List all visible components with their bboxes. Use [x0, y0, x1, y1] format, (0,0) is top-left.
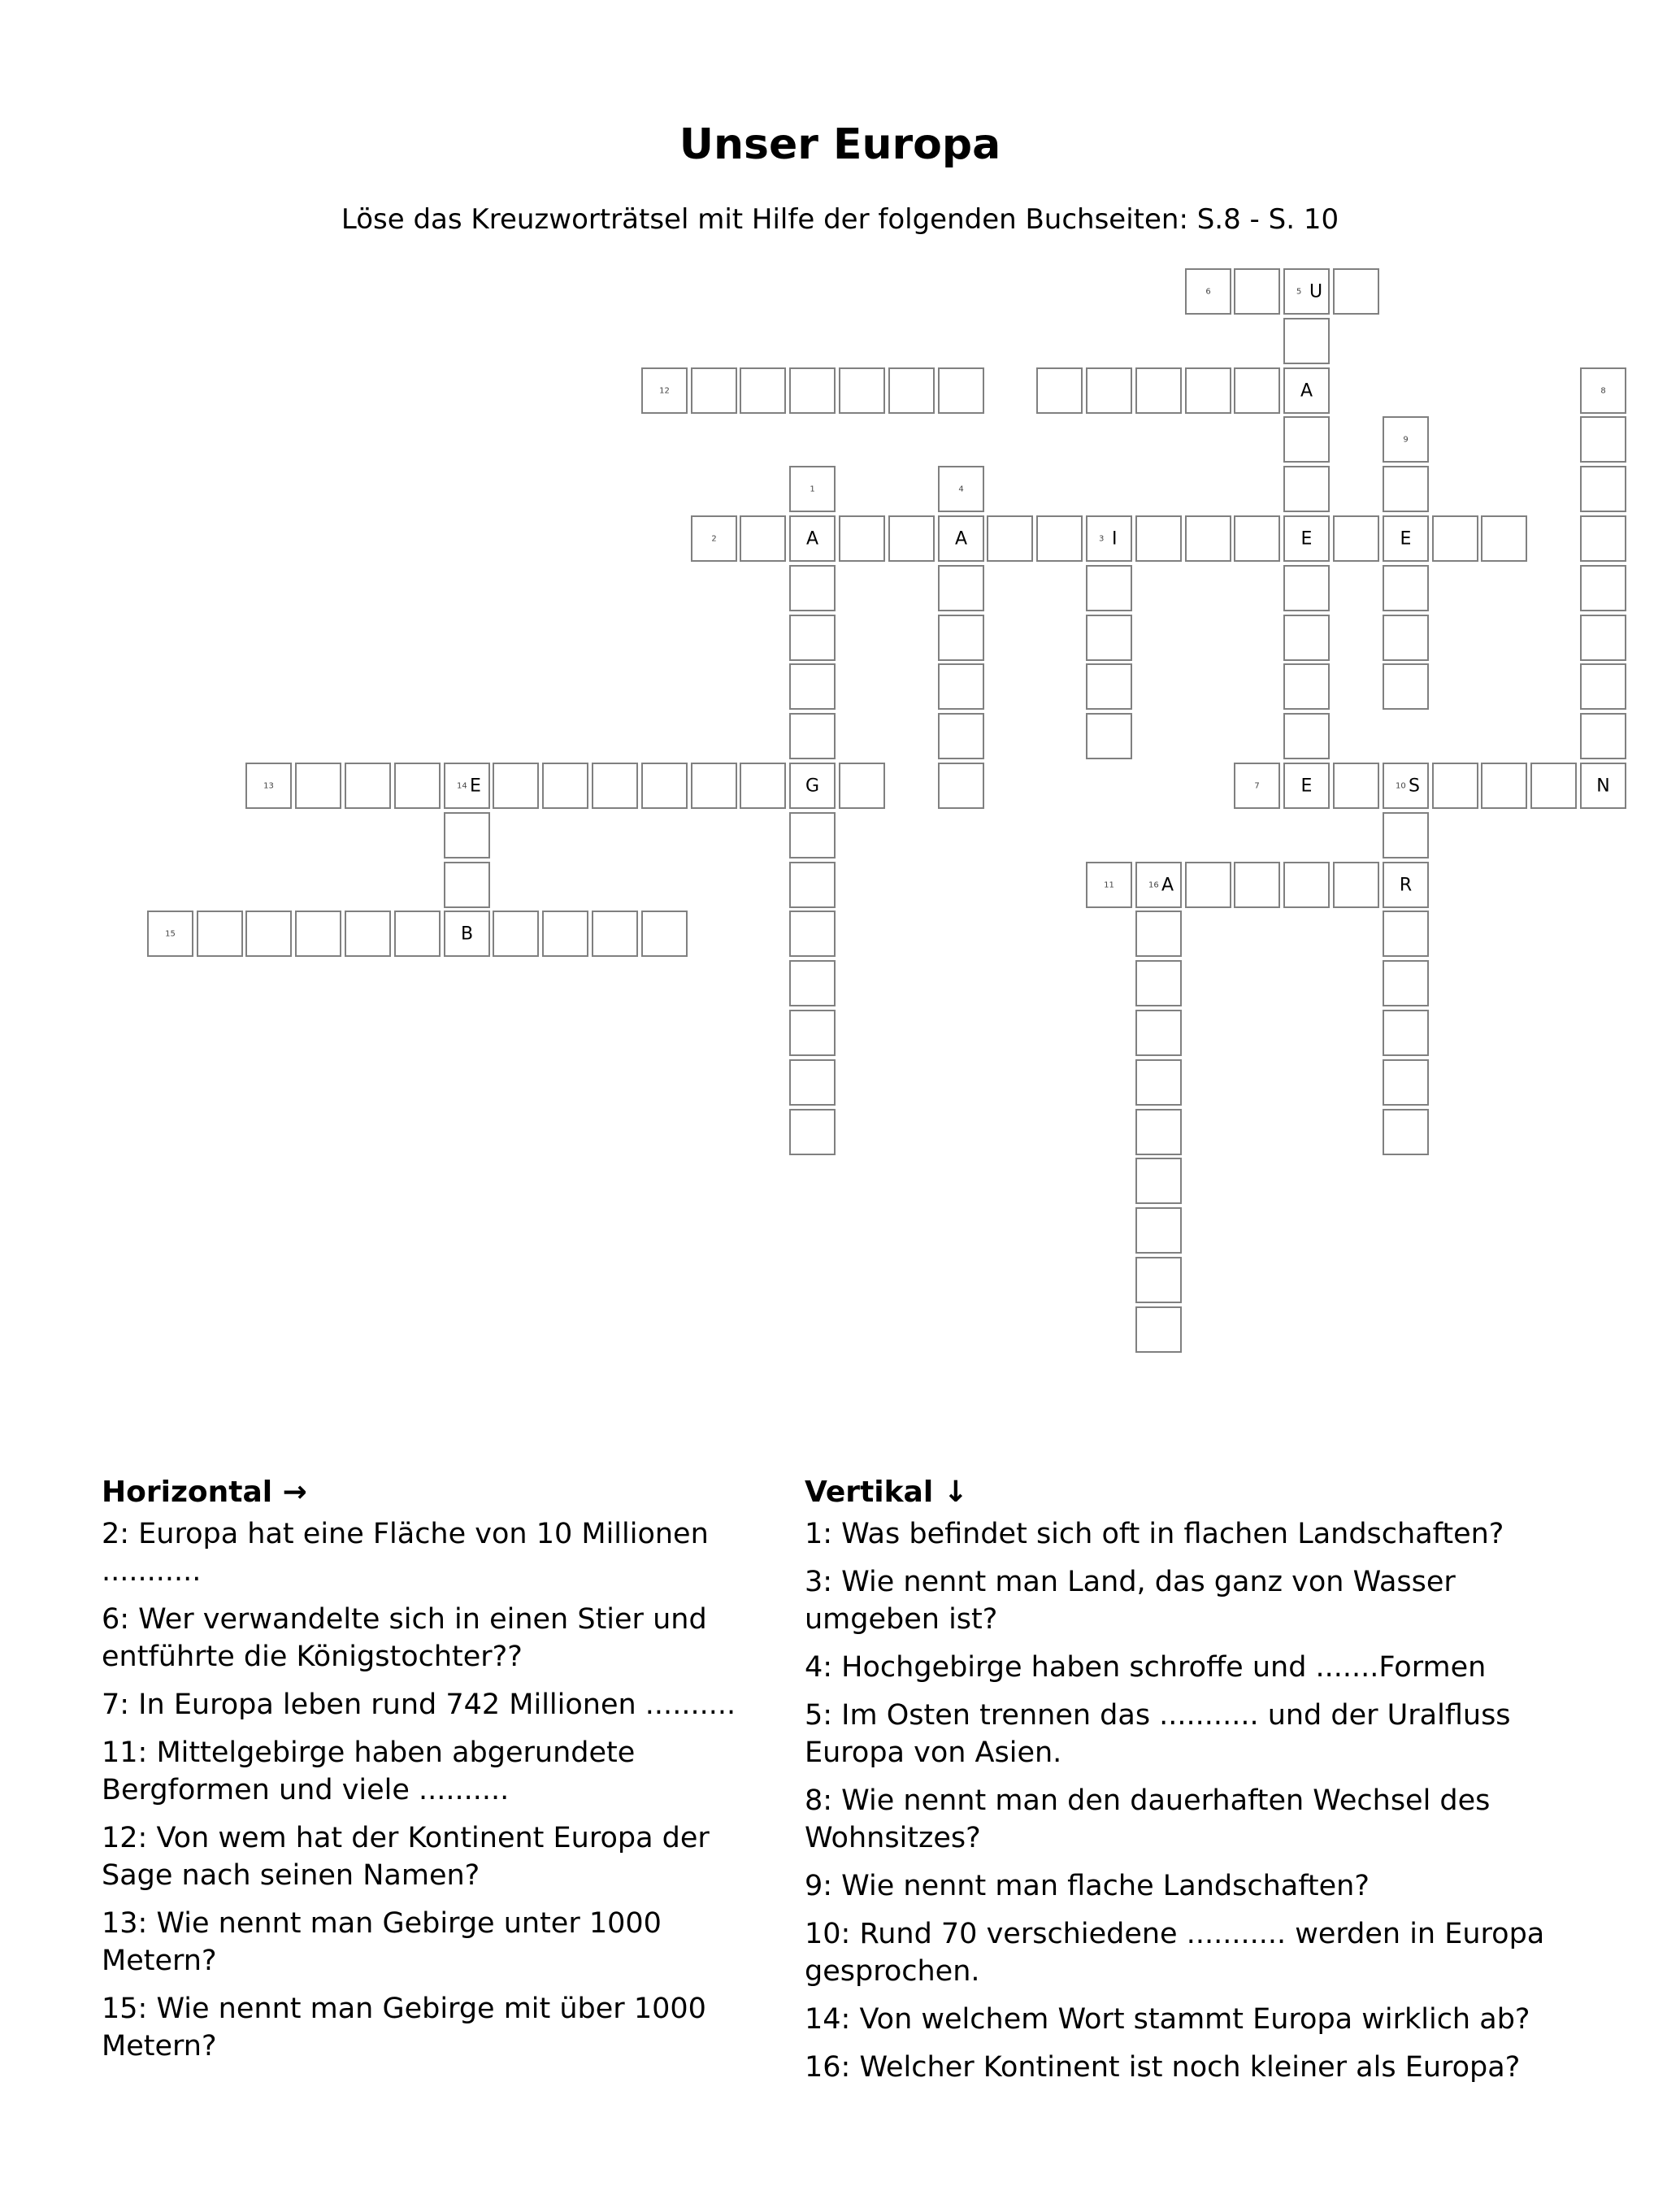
given-letter: G	[805, 776, 820, 796]
crossword-cell[interactable]	[1036, 515, 1083, 562]
given-letter: E	[470, 776, 481, 796]
crossword-cell[interactable]	[1580, 466, 1626, 512]
clue-number: 13	[263, 781, 274, 790]
crossword-cell[interactable]	[1283, 416, 1330, 463]
crossword-cell[interactable]	[1383, 862, 1429, 908]
crossword-cell[interactable]	[1432, 763, 1478, 809]
crossword-cell[interactable]	[295, 763, 341, 809]
crossword-cell[interactable]	[1185, 367, 1231, 414]
crossword-cell[interactable]	[493, 911, 539, 957]
clue-number: 11	[1104, 880, 1114, 889]
clue-horizontal: 13: Wie nennt man Gebirge unter 1000 Metern?	[102, 1907, 662, 1977]
crossword-cell[interactable]	[1383, 615, 1429, 661]
crossword-cell[interactable]	[1086, 367, 1132, 414]
crossword-cell[interactable]	[1086, 663, 1132, 710]
crossword-cell[interactable]	[542, 763, 588, 809]
crossword-cell[interactable]	[1234, 862, 1280, 908]
crossword-cell[interactable]	[740, 515, 786, 562]
clue-number: 10	[1396, 781, 1406, 790]
crossword-cell[interactable]	[1383, 763, 1429, 809]
crossword-cell[interactable]	[789, 911, 836, 957]
crossword-cell[interactable]	[1333, 862, 1379, 908]
crossword-cell[interactable]	[789, 615, 836, 661]
crossword-cell[interactable]	[789, 763, 836, 809]
clue-vertical: 5: Im Osten trennen das ........... und der Uralfluss Europa von Asien.	[805, 1699, 1511, 1769]
crossword-cell[interactable]	[740, 367, 786, 414]
clue-number: 8	[1600, 386, 1606, 395]
crossword-cell[interactable]	[1135, 367, 1182, 414]
crossword-cell[interactable]	[641, 911, 688, 957]
crossword-cell[interactable]	[493, 763, 539, 809]
crossword-cell[interactable]	[1383, 663, 1429, 710]
crossword-cell[interactable]	[1135, 960, 1182, 1006]
crossword-cell[interactable]	[1481, 763, 1527, 809]
crossword-cell[interactable]	[295, 911, 341, 957]
crossword-cell[interactable]	[245, 763, 292, 809]
crossword-cell[interactable]	[1185, 515, 1231, 562]
clue-vertical: 14: Von welchem Wort stammt Europa wirklich ab?	[805, 2003, 1530, 2036]
clue-number: 2	[711, 534, 717, 543]
crossword-cell[interactable]	[1383, 466, 1429, 512]
crossword-cell[interactable]	[1283, 367, 1330, 414]
clue-horizontal: 7: In Europa leben rund 742 Millionen ..........	[102, 1689, 736, 1721]
clue-vertical: 9: Wie nennt man flache Landschaften?	[805, 1870, 1370, 1902]
crossword-cell[interactable]	[1383, 515, 1429, 562]
crossword-cell[interactable]	[1086, 615, 1132, 661]
crossword-cell[interactable]	[641, 367, 688, 414]
crossword-cell[interactable]	[1135, 1257, 1182, 1303]
crossword-cell[interactable]	[444, 862, 490, 908]
given-letter: B	[460, 924, 474, 944]
crossword-cell[interactable]	[938, 663, 984, 710]
crossword-cell[interactable]	[1086, 565, 1132, 611]
crossword-cell[interactable]	[592, 763, 638, 809]
crossword-cell[interactable]	[938, 565, 984, 611]
clue-horizontal: 15: Wie nennt man Gebirge mit über 1000 Metern?	[102, 1993, 706, 2062]
crossword-cell[interactable]	[1580, 615, 1626, 661]
crossword-cell[interactable]	[938, 466, 984, 512]
crossword-cell[interactable]	[1580, 713, 1626, 759]
crossword-cell[interactable]	[691, 515, 737, 562]
crossword-cell[interactable]	[938, 367, 984, 414]
crossword-cell[interactable]	[789, 960, 836, 1006]
crossword-cell[interactable]	[789, 862, 836, 908]
page-title: Unser Europa	[679, 120, 1001, 169]
given-letter: I	[1112, 528, 1118, 549]
crossword-cell[interactable]	[938, 515, 984, 562]
crossword-cell[interactable]	[1283, 565, 1330, 611]
clue-horizontal: 6: Wer verwandelte sich in einen Stier und entführte die Königstochter??	[102, 1603, 707, 1673]
crossword-cell[interactable]	[1283, 515, 1330, 562]
clue-horizontal: 12: Von wem hat der Kontinent Europa der Sage nach seinen Namen?	[102, 1822, 710, 1892]
given-letter: N	[1596, 776, 1610, 796]
given-letter: E	[1300, 776, 1313, 796]
crossword-cell[interactable]	[1383, 911, 1429, 957]
crossword-cell[interactable]	[394, 763, 441, 809]
crossword-cell[interactable]	[1283, 268, 1330, 315]
crossword-cell[interactable]	[1234, 268, 1280, 315]
clue-vertical: 4: Hochgebirge haben schroffe und .......Formen	[805, 1651, 1487, 1684]
crossword-cell[interactable]	[1135, 515, 1182, 562]
crossword-cell[interactable]	[1283, 713, 1330, 759]
given-letter: U	[1309, 281, 1323, 302]
crossword-cell[interactable]	[938, 763, 984, 809]
clue-number: 15	[165, 929, 176, 938]
crossword-cell[interactable]	[1283, 615, 1330, 661]
crossword-cell[interactable]	[345, 763, 391, 809]
clue-number: 7	[1254, 781, 1260, 790]
crossword-cell[interactable]	[1234, 367, 1280, 414]
crossword-cell[interactable]	[1333, 515, 1379, 562]
crossword-cell[interactable]	[888, 515, 935, 562]
crossword-cell[interactable]	[592, 911, 638, 957]
given-letter: E	[1300, 528, 1313, 549]
crossword-cell[interactable]	[789, 466, 836, 512]
clue-number: 16	[1148, 880, 1159, 889]
crossword-cell[interactable]	[691, 763, 737, 809]
crossword-cell[interactable]	[1135, 1109, 1182, 1155]
crossword-cell[interactable]	[789, 663, 836, 710]
clue-number: 14	[457, 781, 467, 790]
crossword-cell[interactable]	[987, 515, 1033, 562]
crossword-cell[interactable]	[1135, 911, 1182, 957]
crossword-cell[interactable]	[1481, 515, 1527, 562]
clue-vertical: 1: Was befindet sich oft in flachen Landschaften?	[805, 1518, 1504, 1550]
crossword-cell[interactable]	[1383, 416, 1429, 463]
crossword-cell[interactable]	[1580, 416, 1626, 463]
crossword-cell[interactable]	[1135, 1207, 1182, 1254]
crossword-cell[interactable]	[789, 1010, 836, 1056]
crossword-cell[interactable]	[345, 911, 391, 957]
crossword-cell[interactable]	[1333, 763, 1379, 809]
crossword-cell[interactable]	[542, 911, 588, 957]
crossword-cell[interactable]	[444, 911, 490, 957]
crossword-cell[interactable]	[740, 763, 786, 809]
given-letter: E	[1400, 528, 1412, 549]
clue-number: 9	[1403, 435, 1409, 444]
page-subtitle: Löse das Kreuzworträtsel mit Hilfe der folgenden Buchseiten: S.8 - S. 10	[341, 203, 1339, 236]
clue-vertical: 3: Wie nennt man Land, das ganz von Wasser umgeben ist?	[805, 1566, 1456, 1636]
crossword-cell[interactable]	[1185, 862, 1231, 908]
crossword-cell[interactable]	[1580, 367, 1626, 414]
crossword-cell[interactable]	[938, 615, 984, 661]
crossword-cell[interactable]	[1530, 763, 1577, 809]
crossword-cell[interactable]	[1234, 515, 1280, 562]
crossword-cell[interactable]	[147, 911, 193, 957]
crossword-cell[interactable]	[789, 565, 836, 611]
given-letter: A	[1161, 875, 1174, 895]
crossword-cell[interactable]	[691, 367, 737, 414]
given-letter: A	[805, 528, 819, 549]
clue-number: 12	[659, 386, 670, 395]
crossword-cell[interactable]	[394, 911, 441, 957]
crossword-cell[interactable]	[1185, 268, 1231, 315]
crossword-cell[interactable]	[1283, 318, 1330, 364]
crossword-cell[interactable]	[1580, 763, 1626, 809]
crossword-cell[interactable]	[1580, 663, 1626, 710]
crossword-cell[interactable]	[1432, 515, 1478, 562]
crossword-cell[interactable]	[1383, 960, 1429, 1006]
crossword-cell[interactable]	[839, 763, 885, 809]
crossword-cell[interactable]	[789, 1059, 836, 1106]
clue-number: 4	[958, 485, 964, 493]
crossword-cell[interactable]	[1383, 1109, 1429, 1155]
crossword-cell[interactable]	[444, 763, 490, 809]
crossword-cell[interactable]	[938, 713, 984, 759]
crossword-cell[interactable]	[444, 812, 490, 858]
crossword-cell[interactable]	[1135, 1306, 1182, 1353]
crossword-cell[interactable]	[1135, 1059, 1182, 1106]
horizontal-clues	[102, 1473, 784, 2075]
crossword-cell[interactable]	[1283, 663, 1330, 710]
clue-horizontal: 11: Mittelgebirge haben abgerundete Bergformen und viele ..........	[102, 1736, 636, 1806]
crossword-cell[interactable]	[1283, 862, 1330, 908]
clue-number: 3	[1099, 534, 1105, 543]
given-letter: R	[1399, 875, 1413, 895]
crossword-cell[interactable]	[1383, 565, 1429, 611]
crossword-cell[interactable]	[641, 763, 688, 809]
crossword-cell[interactable]	[1086, 515, 1132, 562]
clue-number: 5	[1296, 287, 1302, 296]
crossword-cell[interactable]	[789, 515, 836, 562]
crossword-cell[interactable]	[789, 1109, 836, 1155]
clue-vertical: 8: Wie nennt man den dauerhaften Wechsel des Wohnsitzes?	[805, 1784, 1491, 1854]
clue-number: 6	[1205, 287, 1211, 296]
given-letter: A	[954, 528, 968, 549]
crossword-cell[interactable]	[1383, 1010, 1429, 1056]
crossword-cell[interactable]	[1135, 1010, 1182, 1056]
vertical-clues	[805, 1473, 1585, 2097]
crossword-cell[interactable]	[1234, 763, 1280, 809]
crossword-cell[interactable]	[1283, 466, 1330, 512]
crossword-cell[interactable]	[1135, 1158, 1182, 1204]
crossword-cell[interactable]	[1283, 763, 1330, 809]
crossword-cell[interactable]	[1383, 812, 1429, 858]
crossword-cell[interactable]	[839, 367, 885, 414]
crossword-cell[interactable]	[1135, 862, 1182, 908]
crossword-cell[interactable]	[789, 713, 836, 759]
crossword-cell[interactable]	[1086, 862, 1132, 908]
crossword-cell[interactable]	[1333, 268, 1379, 315]
clue-number: 1	[810, 485, 815, 493]
crossword-cell[interactable]	[1036, 367, 1083, 414]
horizontal-heading: Horizontal →	[102, 1476, 307, 1509]
given-letter: S	[1409, 776, 1420, 796]
clue-horizontal: 2: Europa hat eine Fläche von 10 Millionen ...........	[102, 1518, 709, 1588]
crossword-cell[interactable]	[1383, 1059, 1429, 1106]
crossword-cell[interactable]	[1580, 515, 1626, 562]
crossword-cell[interactable]	[789, 367, 836, 414]
clue-vertical: 16: Welcher Kontinent ist noch kleiner als Europa?	[805, 2051, 1521, 2084]
crossword-cell[interactable]	[245, 911, 292, 957]
crossword-cell[interactable]	[789, 812, 836, 858]
clue-vertical: 10: Rund 70 verschiedene ........... werden in Europa gesprochen.	[805, 1918, 1545, 1988]
crossword-cell[interactable]	[197, 911, 243, 957]
crossword-cell[interactable]	[1086, 713, 1132, 759]
crossword-cell[interactable]	[839, 515, 885, 562]
vertical-heading: Vertikal ↓	[805, 1476, 968, 1509]
crossword-cell[interactable]	[888, 367, 935, 414]
crossword-cell[interactable]	[1580, 565, 1626, 611]
given-letter: A	[1300, 380, 1313, 401]
